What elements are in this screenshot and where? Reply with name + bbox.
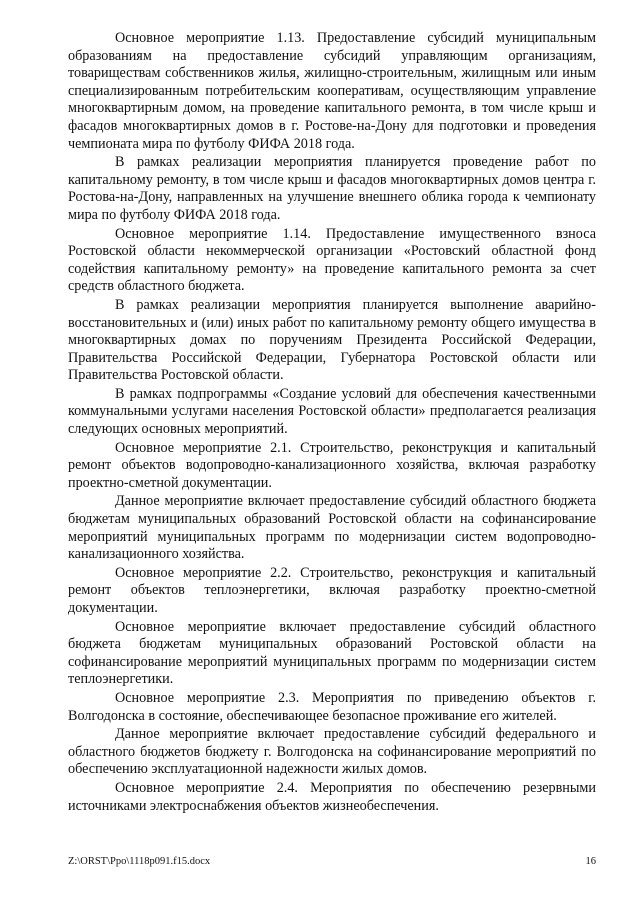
paragraph-measure-2-2-details: Основное мероприятие включает предоставление субсидий областного бюджета бюджетам муниципальных образований Ростовской области на софинансирование мероприятий муниципальных программ по модернизации систем теплоэнергетики.	[68, 618, 596, 688]
paragraph-measure-1-13-details: В рамках реализации мероприятия планируется проведение работ по капитальному ремонту, в том числе крыш и фасадов многоквартирных домов центра г. Ростова-на-Дону, направленных на улучшение внешнего облика города к чемпионату мира по футболу ФИФА 2018 года.	[68, 154, 596, 223]
paragraph-measure-2-3: Основное мероприятие 2.3. Мероприятия по приведению объектов г. Волгодонска в состояние, обеспечивающее безопасное проживание его жителей.	[68, 689, 596, 724]
paragraph-measure-2-3-details: Данное мероприятие включает предоставление субсидий федерального и областного бюджетов бюджету г. Волгодонска на софинансирование мероприятий по обеспечению эксплуатационной надежности жилых домов.	[68, 726, 596, 778]
paragraph-measure-1-13: Основное мероприятие 1.13. Предоставление субсидий муниципальным образованиям на предоставление субсидий управляющим организациям, товариществам собственников жилья, жилищно-строительным, жилищным или иным специализированным потребительским кооперативам, осуществляющим управление многоквартирным домом, на проведение капитального ремонта, в том числе крыш и фасадов многоквартирных домов в г. Ростове-на-Дону для подготовки и проведения чемпионата мира по футболу ФИФА 2018 года.	[68, 30, 596, 152]
paragraph-measure-1-14: Основное мероприятие 1.14. Предоставление имущественного взноса Ростовской области некоммерческой организации «Ростовский областной фонд содействия капитальному ремонту» на проведение капитального ремонта за счет средств областного бюджета.	[68, 225, 596, 295]
page-number: 16	[585, 856, 596, 867]
paragraph-measure-2-4: Основное мероприятие 2.4. Мероприятия по обеспечению резервными источниками электроснабжения объектов жизнеобеспечения.	[68, 779, 596, 814]
paragraph-measure-2-2: Основное мероприятие 2.2. Строительство, реконструкция и капитальный ремонт объектов теплоэнергетики, включая разработку проектно-сметной документации.	[68, 564, 596, 616]
paragraph-measure-1-14-details: В рамках реализации мероприятия планируется выполнение аварийно-восстановительных и (или) иных работ по капитальному ремонту общего имущества в многоквартирных домах по поручениям Президента Российской Федерации, Правительства Российской Федерации, Губернатора Ростовской области или Правительства Ростовской области.	[68, 296, 596, 384]
paragraph-measure-2-1: Основное мероприятие 2.1. Строительство, реконструкция и капитальный ремонт объектов водопроводно-канализационного хозяйства, включая разработку проектно-сметной документации.	[68, 439, 596, 491]
document-body	[68, 30, 596, 815]
footer-file-path: Z:\ORST\Ppo\1118p091.f15.docx	[68, 856, 211, 867]
paragraph-measure-2-1-details: Данное мероприятие включает предоставление субсидий областного бюджета бюджетам муниципальных образований Ростовской области на софинансирование мероприятий муниципальных программ по модернизации систем водопроводно-канализационного хозяйства.	[68, 493, 596, 563]
paragraph-subprogram-intro: В рамках подпрограммы «Создание условий для обеспечения качественными коммунальными услугами населения Ростовской области» предполагается реализация следующих основных мероприятий.	[68, 385, 596, 438]
